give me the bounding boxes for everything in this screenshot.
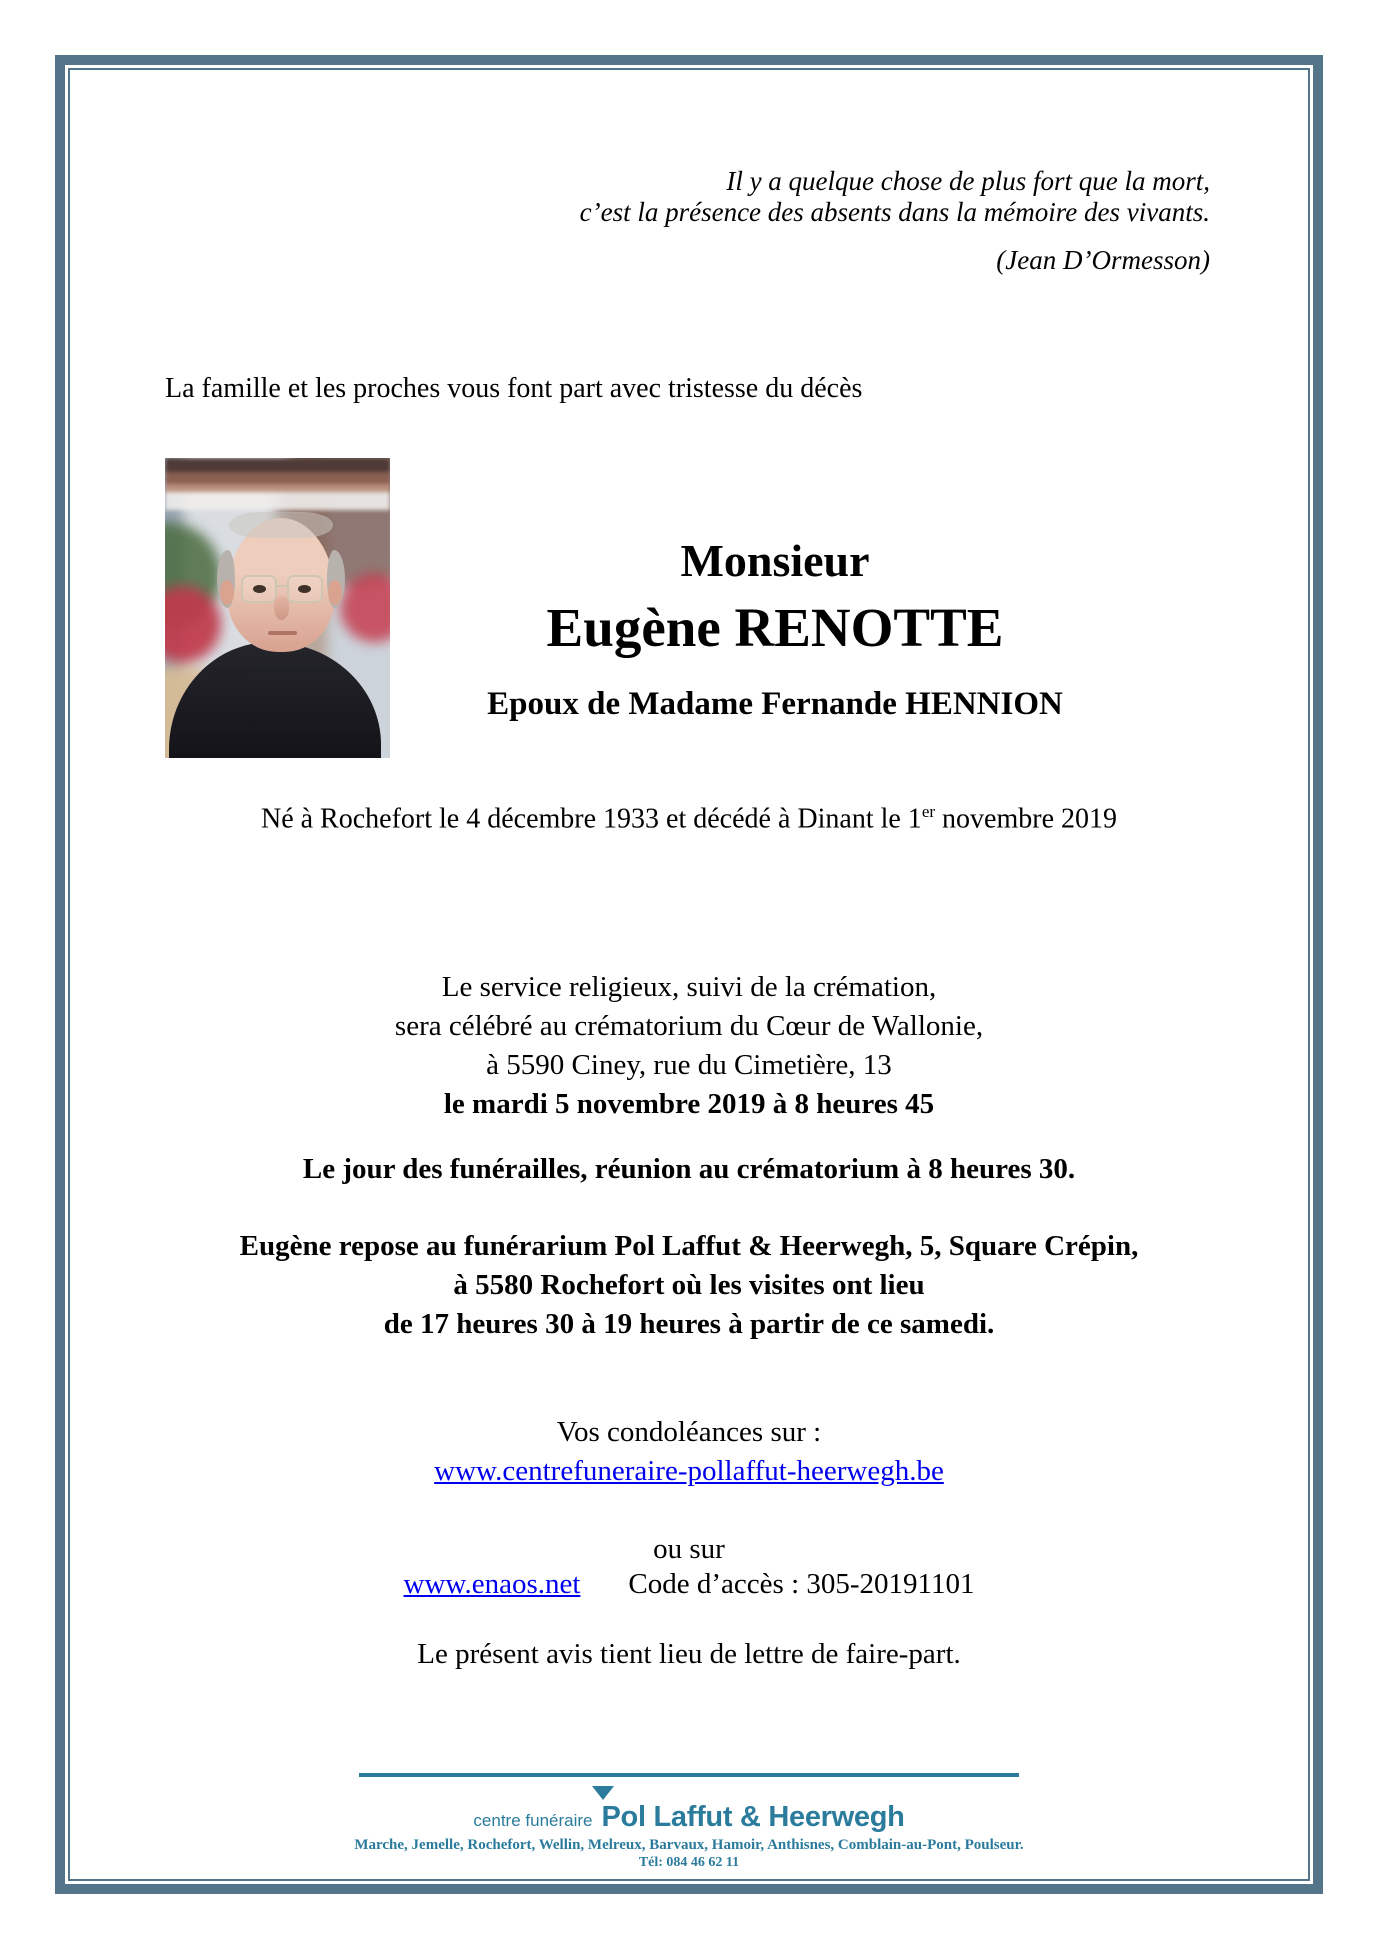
portrait-photo bbox=[165, 458, 390, 758]
photo-ear bbox=[328, 580, 342, 605]
repose-line: à 5580 Rochefort où les visites ont lieu bbox=[453, 1269, 925, 1301]
photo-awning bbox=[165, 458, 390, 510]
repose-details bbox=[0, 1227, 1378, 1344]
photo-glasses bbox=[276, 585, 288, 587]
intro-text: La famille et les proches vous font part avec tristesse du décès bbox=[165, 373, 863, 404]
brand-locations: Marche, Jemelle, Rochefort, Wellin, Melreux, Barvaux, Hamoir, Anthisnes, Comblain-au-Pont, Poulseur. bbox=[354, 1837, 1024, 1853]
reunion-line: Le jour des funérailles, réunion au crématorium à 8 heures 30. bbox=[302, 1153, 1076, 1185]
photo-eye bbox=[253, 585, 266, 593]
footer-brand bbox=[0, 1773, 1378, 1871]
life-dates-line bbox=[0, 792, 1378, 838]
condolences-secondary-row bbox=[0, 1565, 1378, 1604]
footer-divider bbox=[359, 1773, 1019, 1777]
deceased-title: Monsieur bbox=[680, 535, 870, 586]
life-dates-ordinal: er bbox=[921, 802, 936, 821]
brand-logo bbox=[0, 1801, 1378, 1834]
triangle-marker-icon bbox=[592, 1786, 614, 1800]
legal-notice: Le présent avis tient lieu de lettre de faire-part. bbox=[417, 1638, 961, 1670]
life-dates-text: Né à Rochefort le 4 décembre 1933 et décédé à Dinant le 1 bbox=[260, 803, 922, 835]
photo-eye bbox=[298, 585, 311, 593]
condolences-or-label: ou sur bbox=[653, 1533, 725, 1565]
quote-line-1: Il y a quelque chose de plus fort que la mort, bbox=[726, 166, 1210, 196]
photo-ear bbox=[220, 580, 234, 605]
photo-hair bbox=[229, 512, 333, 538]
photo-nose bbox=[274, 596, 289, 620]
condolences-secondary-link[interactable]: www.enaos.net bbox=[403, 1568, 581, 1600]
deceased-name: Eugène RENOTTE bbox=[546, 597, 1004, 658]
condolences-heading: Vos condoléances sur : bbox=[556, 1416, 822, 1448]
service-line: Le service religieux, suivi de la crémation, bbox=[441, 971, 937, 1003]
service-line: à 5590 Ciney, rue du Cimetière, 13 bbox=[486, 1049, 892, 1081]
condolences-section bbox=[0, 1413, 1378, 1491]
condolences-access-code: Code d’accès : 305-20191101 bbox=[628, 1568, 975, 1600]
quote-attribution: (Jean D’Ormesson) bbox=[996, 245, 1210, 275]
service-details bbox=[0, 968, 1378, 1124]
quote-line-2: c’est la présence des absents dans la mémoire des vivants. bbox=[579, 197, 1210, 227]
brand-name: Pol Laffut & Heerwegh bbox=[601, 1801, 905, 1833]
brand-phone: Tél: 084 46 62 11 bbox=[638, 1855, 740, 1870]
brand-prefix: centre funéraire bbox=[473, 1811, 593, 1830]
memorial-quote bbox=[580, 166, 1210, 276]
service-datetime: le mardi 5 novembre 2019 à 8 heures 45 bbox=[443, 1088, 935, 1120]
condolences-primary-link[interactable]: www.centrefuneraire-pollaffut-heerwegh.be bbox=[434, 1455, 944, 1487]
deceased-spouse-line: Epoux de Madame Fernande HENNION bbox=[487, 686, 1063, 722]
life-dates-text: novembre 2019 bbox=[935, 803, 1117, 835]
service-line: sera célébré au crématorium du Cœur de Wallonie, bbox=[394, 1010, 984, 1042]
photo-mouth bbox=[268, 631, 297, 635]
repose-line: Eugène repose au funérarium Pol Laffut & Heerwegh, 5, Square Crépin, bbox=[239, 1230, 1139, 1262]
repose-line: de 17 heures 30 à 19 heures à partir de ce samedi. bbox=[383, 1308, 995, 1340]
